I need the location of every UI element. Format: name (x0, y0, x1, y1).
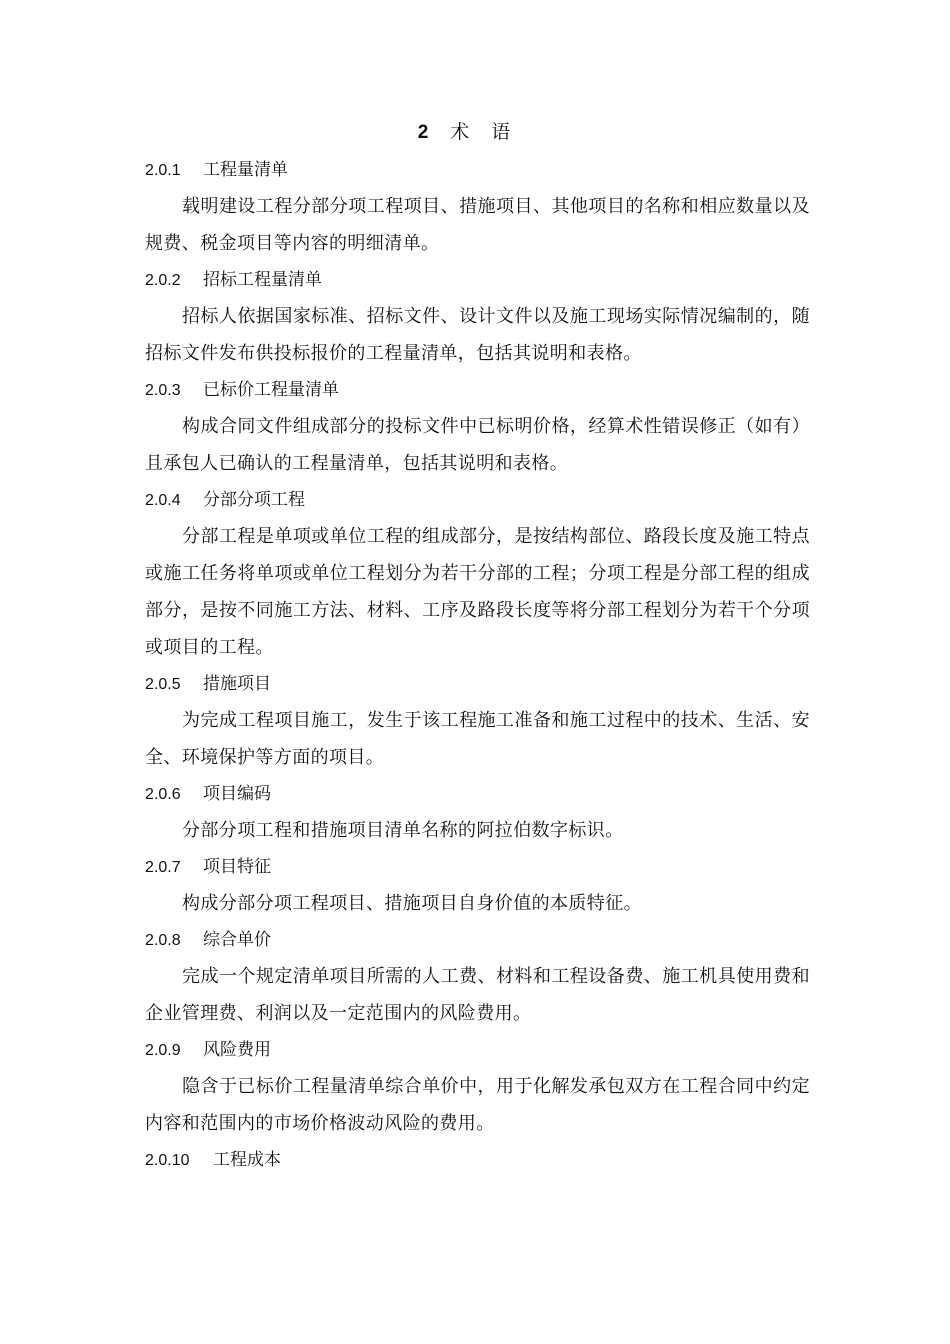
term-item (145, 666, 810, 776)
term-item (145, 922, 810, 1032)
term-name: 综合单价 (203, 930, 271, 950)
chapter-title-text: 术语 (450, 121, 533, 143)
term-name: 工程成本 (213, 1150, 281, 1170)
term-heading (145, 1142, 810, 1178)
term-name: 招标工程量清单 (203, 270, 322, 290)
term-name: 风险费用 (203, 1040, 271, 1060)
term-item (145, 1142, 810, 1178)
term-heading (145, 262, 810, 298)
term-item (145, 1032, 810, 1142)
term-item (145, 152, 810, 262)
term-number: 2.0.8 (145, 932, 181, 949)
term-heading (145, 776, 810, 812)
term-name: 工程量清单 (203, 160, 288, 180)
term-definition: 招标人依据国家标准、招标文件、设计文件以及施工现场实际情况编制的，随招标文件发布供投标报价的工程量清单，包括其说明和表格。 (145, 306, 810, 364)
term-item (145, 372, 810, 482)
term-name: 项目特征 (203, 857, 271, 877)
chapter-title (0, 118, 950, 147)
term-name: 措施项目 (203, 674, 271, 694)
term-number: 2.0.7 (145, 859, 181, 876)
terms-list (145, 152, 810, 1178)
term-item (145, 262, 810, 372)
term-heading (145, 372, 810, 408)
term-number: 2.0.9 (145, 1042, 181, 1059)
term-heading (145, 152, 810, 188)
term-number: 2.0.6 (145, 786, 181, 803)
term-number: 2.0.10 (145, 1152, 190, 1169)
term-number: 2.0.1 (145, 162, 181, 179)
term-definition: 分部工程是单项或单位工程的组成部分，是按结构部位、路段长度及施工特点或施工任务将单项或单位工程划分为若干分部的工程；分项工程是分部工程的组成部分，是按不同施工方法、材料、工序及路段长度等将分部工程划分为若干个分项或项目的工程。 (145, 526, 810, 658)
chapter-number: 2 (417, 122, 429, 143)
term-definition: 构成合同文件组成部分的投标文件中已标明价格，经算术性错误修正（如有）且承包人已确认的工程量清单，包括其说明和表格。 (145, 416, 810, 474)
term-heading (145, 1032, 810, 1068)
term-item (145, 849, 810, 922)
term-definition: 构成分部分项工程项目、措施项目自身价值的本质特征。 (182, 893, 642, 914)
term-item (145, 776, 810, 849)
term-definition: 完成一个规定清单项目所需的人工费、材料和工程设备费、施工机具使用费和企业管理费、利润以及一定范围内的风险费用。 (145, 966, 810, 1024)
term-definition: 载明建设工程分部分项工程项目、措施项目、其他项目的名称和相应数量以及规费、税金项目等内容的明细清单。 (145, 196, 810, 254)
term-heading (145, 666, 810, 702)
term-name: 分部分项工程 (203, 490, 305, 510)
term-item (145, 482, 810, 666)
term-heading (145, 922, 810, 958)
term-definition: 为完成工程项目施工，发生于该工程施工准备和施工过程中的技术、生活、安全、环境保护等方面的项目。 (145, 710, 810, 768)
term-number: 2.0.3 (145, 382, 181, 399)
term-heading (145, 482, 810, 518)
term-number: 2.0.5 (145, 676, 181, 693)
term-number: 2.0.2 (145, 272, 181, 289)
term-number: 2.0.4 (145, 492, 181, 509)
term-heading (145, 849, 810, 885)
term-name: 已标价工程量清单 (203, 380, 339, 400)
term-name: 项目编码 (203, 784, 271, 804)
term-definition: 隐含于已标价工程量清单综合单价中，用于化解发承包双方在工程合同中约定内容和范围内的市场价格波动风险的费用。 (145, 1076, 810, 1134)
term-definition: 分部分项工程和措施项目清单名称的阿拉伯数字标识。 (182, 820, 624, 841)
